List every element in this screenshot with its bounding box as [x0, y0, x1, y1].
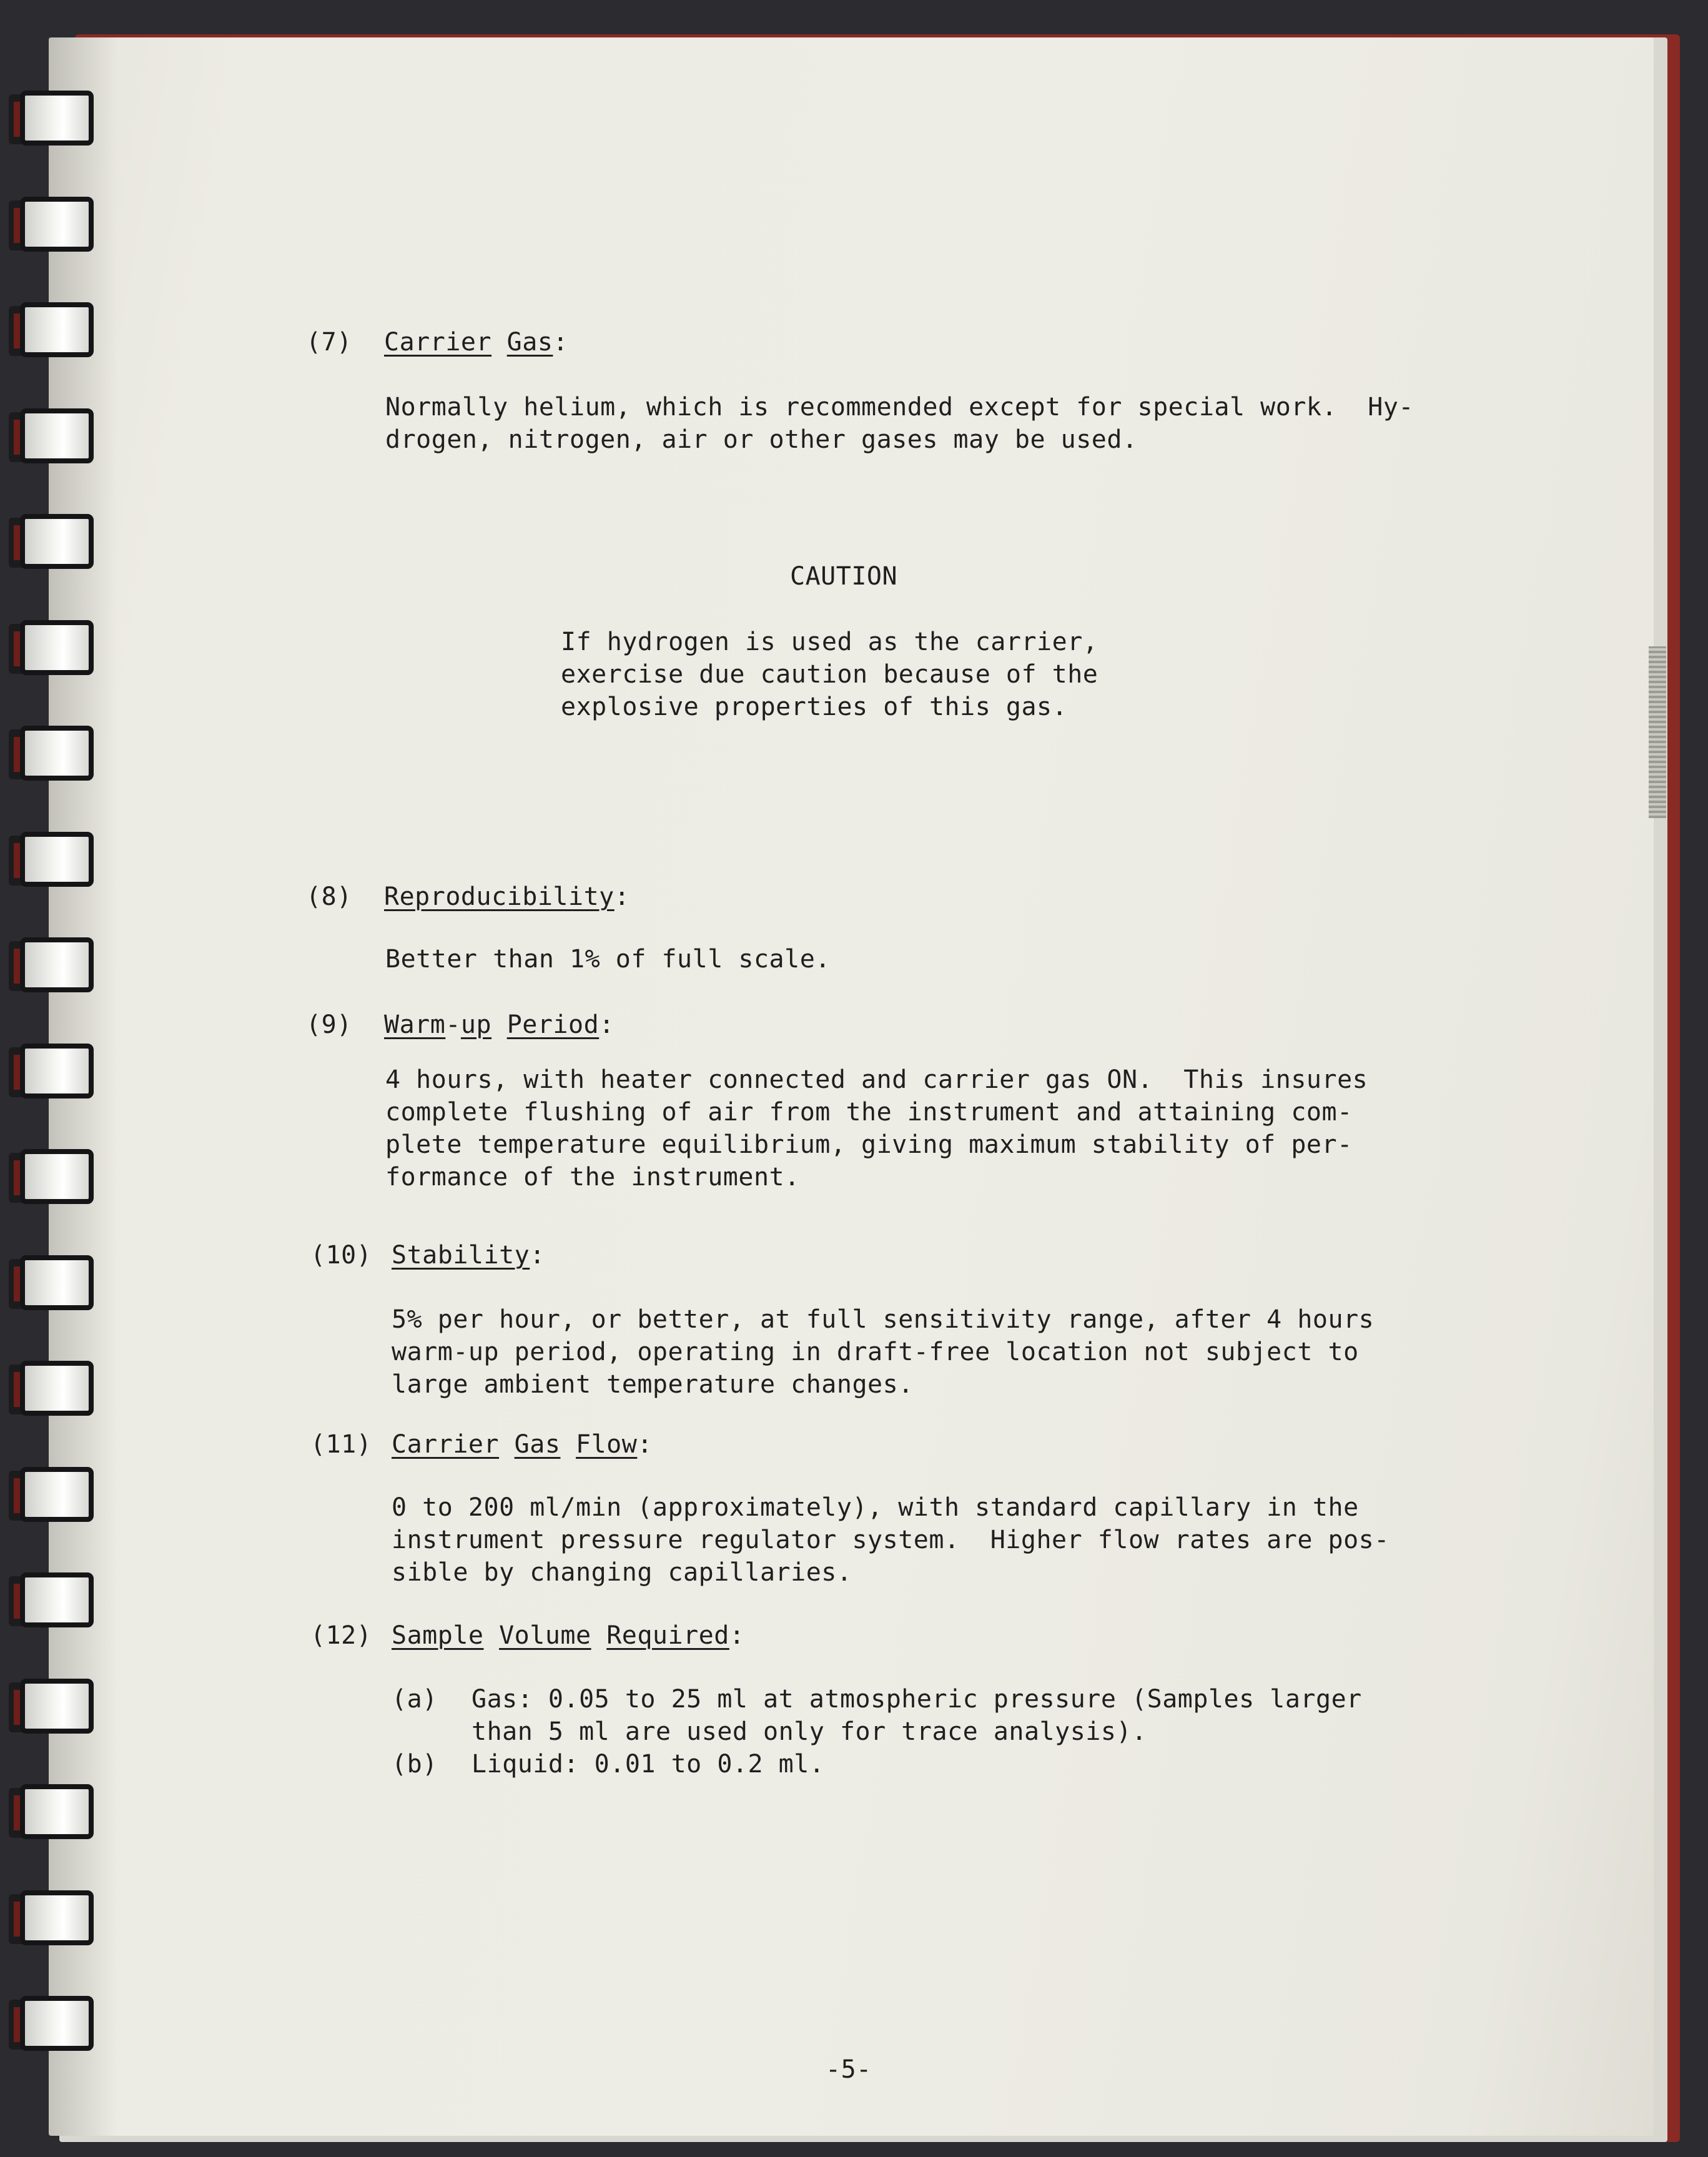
- binding-ring: [9, 514, 102, 571]
- heading-colon: :: [553, 328, 569, 357]
- section-7-number: (7): [306, 328, 352, 357]
- binding-ring: [9, 1467, 102, 1524]
- caution-line: explosive properties of this gas.: [561, 693, 1068, 721]
- section-9-body: [385, 1064, 1368, 1193]
- binding-ring: [9, 1255, 102, 1313]
- section-10-body: [392, 1303, 1374, 1401]
- binding-ring: [9, 91, 102, 148]
- binding-ring: [9, 937, 102, 995]
- body-line: 5% per hour, or better, at full sensitivity range, after 4 hours: [392, 1305, 1375, 1334]
- heading-colon: :: [599, 1010, 615, 1039]
- section-7-heading: [384, 326, 568, 358]
- section-9-number: (9): [306, 1010, 352, 1039]
- caution-title: CAUTION: [790, 562, 898, 591]
- binding-ring: [9, 197, 102, 254]
- caution-body: [561, 626, 1098, 723]
- caution-line: If hydrogen is used as the carrier,: [561, 628, 1098, 656]
- body-line: instrument pressure regulator system. Higher flow rates are pos-: [392, 1526, 1390, 1554]
- heading-word: Gas: [514, 1430, 561, 1459]
- item-a-body: [471, 1683, 1362, 1748]
- section-12-number: (12): [310, 1621, 372, 1650]
- body-line: complete flushing of air from the instrument and attaining com-: [385, 1098, 1353, 1127]
- body-line: Better than 1% of full scale.: [385, 945, 831, 974]
- binding-ring: [9, 1361, 102, 1418]
- page-edge-tab: [1649, 646, 1666, 818]
- binding-ring: [9, 1996, 102, 2053]
- heading-colon: :: [614, 882, 630, 911]
- item-a-label: (a): [392, 1685, 438, 1714]
- body-line: than 5 ml are used only for trace analysis).: [471, 1717, 1147, 1746]
- body-line: large ambient temperature changes.: [392, 1370, 914, 1399]
- section-7-body: [385, 391, 1414, 456]
- heading-word: Required: [606, 1621, 729, 1650]
- binding-ring: [9, 1890, 102, 1948]
- heading-colon: :: [637, 1430, 653, 1459]
- binding-ring: [9, 1044, 102, 1101]
- body-line: warm-up period, operating in draft-free location not subject to: [392, 1338, 1359, 1366]
- body-line: sible by changing capillaries.: [392, 1558, 852, 1587]
- section-11-body: [392, 1491, 1390, 1589]
- binding-ring: [9, 832, 102, 889]
- heading-word: Gas: [506, 328, 553, 357]
- body-line: Gas: 0.05 to 25 ml at atmospheric pressure (Samples larger: [471, 1685, 1362, 1714]
- caution-line: exercise due caution because of the: [561, 660, 1098, 689]
- heading-word: Period: [506, 1010, 600, 1039]
- section-8-body: [385, 943, 831, 975]
- heading-word: Flow: [576, 1430, 638, 1459]
- binding-ring: [9, 408, 102, 466]
- page-number: -5-: [826, 2055, 872, 2084]
- body-line: Normally helium, which is recommended except for special work. Hy-: [385, 393, 1414, 422]
- section-11-heading: [392, 1428, 653, 1461]
- section-12-heading: [392, 1619, 744, 1652]
- section-8-heading: [384, 881, 629, 913]
- heading-word: up: [460, 1010, 492, 1039]
- binding-ring: [9, 726, 102, 783]
- heading-word: Warm: [384, 1010, 446, 1039]
- section-11-number: (11): [310, 1430, 372, 1459]
- binding-ring: [9, 1679, 102, 1736]
- body-line: plete temperature equilibrium, giving maximum stability of per-: [385, 1130, 1353, 1159]
- heading-word: Volume: [499, 1621, 591, 1650]
- body-line: 0 to 200 ml/min (approximately), with standard capillary in the: [392, 1493, 1359, 1522]
- section-9-heading: Warm-up Period:: [384, 1010, 615, 1039]
- body-line: 4 hours, with heater connected and carrier gas ON. This insures: [385, 1065, 1368, 1094]
- binding-ring: [9, 1572, 102, 1630]
- binding-ring: [9, 302, 102, 360]
- heading-word: Carrier: [392, 1430, 500, 1459]
- item-b-body: [471, 1748, 824, 1780]
- section-10-number: (10): [310, 1241, 372, 1270]
- heading-word: Sample: [392, 1621, 484, 1650]
- heading-word: Carrier: [384, 328, 492, 357]
- section-10-heading: [392, 1239, 545, 1271]
- body-line: drogen, nitrogen, air or other gases may be used.: [385, 425, 1138, 454]
- heading-colon: :: [729, 1621, 745, 1650]
- binding-ring: [9, 620, 102, 678]
- binding-ring: [9, 1149, 102, 1207]
- heading-word: Stability: [392, 1241, 530, 1270]
- body-line: Liquid: 0.01 to 0.2 ml.: [471, 1750, 825, 1779]
- heading-word: Reproducibility: [384, 882, 615, 911]
- heading-colon: :: [530, 1241, 545, 1270]
- item-b-label: (b): [392, 1750, 438, 1779]
- body-line: formance of the instrument.: [385, 1163, 800, 1192]
- section-8-number: (8): [306, 882, 352, 911]
- binding-ring: [9, 1784, 102, 1842]
